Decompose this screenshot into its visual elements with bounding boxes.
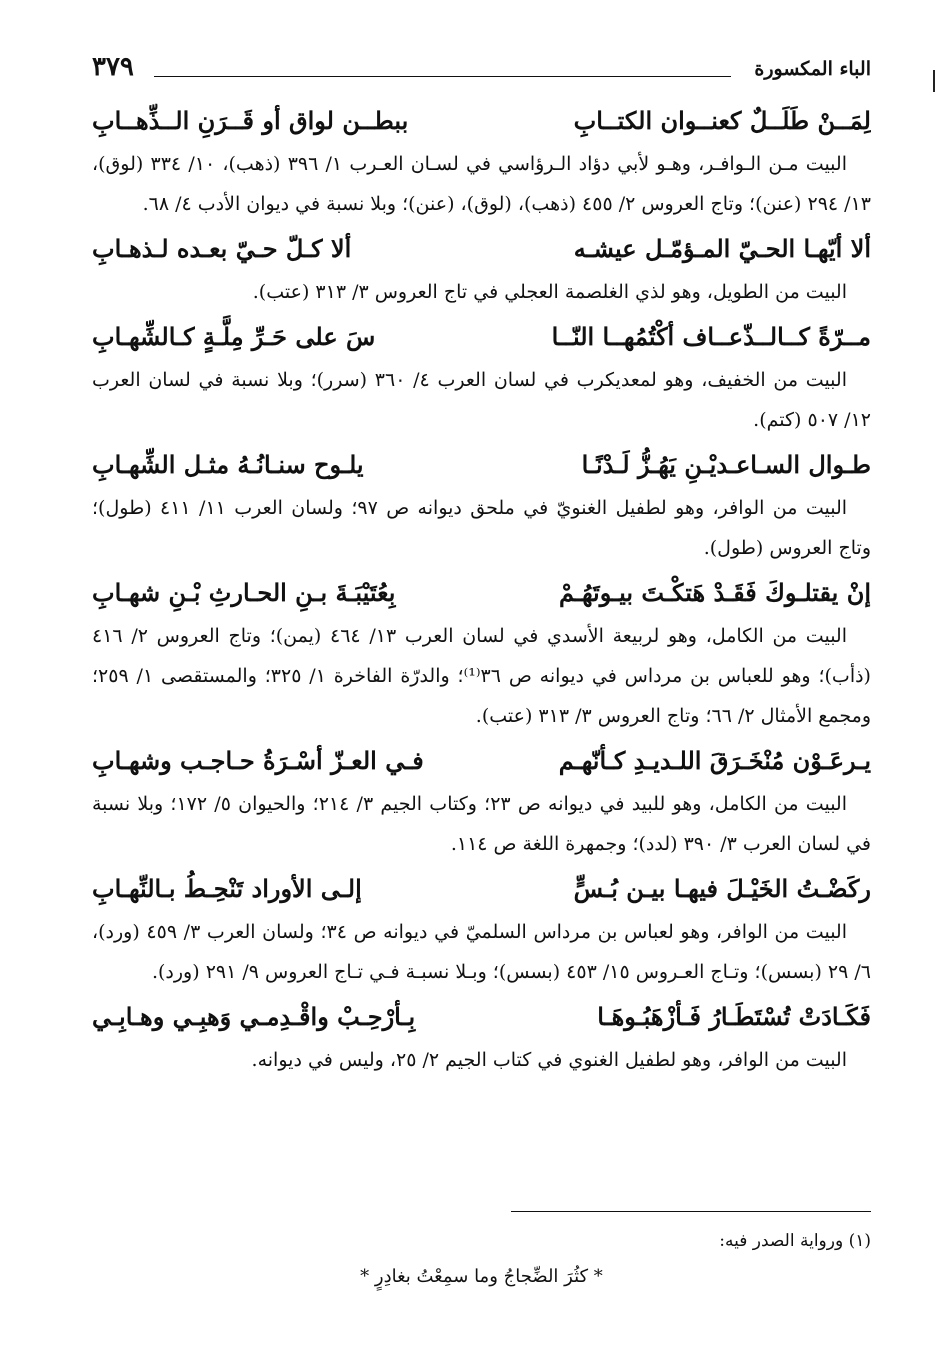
verse-line xyxy=(92,314,871,360)
first-hemistich: إنْ يقتلـوكَ فَقَـدْ هَتكْـتَ بيـوتَهُـمْ xyxy=(558,578,871,607)
footnote-rule xyxy=(511,1211,871,1212)
verse-note: البيت من الوافر، وهو لطفيل الغنويّ في ملحق ديوانه ص ٩٧؛ ولسان العرب ١١/ ٤١١ (طول)؛ وتاج العروس (طول). xyxy=(92,497,871,559)
margin-mark xyxy=(933,70,935,92)
verse-entry xyxy=(92,442,871,568)
verse-entry xyxy=(92,570,871,736)
verse-entry xyxy=(92,98,871,224)
header-rule xyxy=(154,76,731,77)
verse-note: البيت من الوافر، وهو لطفيل الغنوي في كتاب الجيم ٢/ ٢٥، وليس في ديوانه. xyxy=(251,1049,847,1071)
first-hemistich: لِمَــنْ طَلَــلٌ كعنــوان الكتــابِ xyxy=(573,106,871,135)
footnotes xyxy=(92,1228,871,1294)
verse-line xyxy=(92,738,871,784)
verse-note: البيت من الخفيف، وهو لمعديكرب في لسان العرب ٤/ ٣٦٠ (سرر)؛ وبلا نسبة في لسان العرب ١٢/ ٥٠٧ (كتم). xyxy=(92,369,871,431)
first-hemistich: يـرعَـوْن مُنْخَـرَقَ اللـديـدِ كـأنّهـم xyxy=(558,746,871,775)
first-hemistich: ركَضْـتُ الخَيْـلَ فيهـا بيـن بُـسٍّ xyxy=(573,874,871,903)
page-header xyxy=(92,52,871,88)
verse-line xyxy=(92,570,871,616)
verse-line xyxy=(92,994,871,1040)
first-hemistich: ألا أيّهـا الحـيّ المـؤمّـل عيشـه xyxy=(573,234,871,263)
verse-note: البيت من الوافر، وهو لعباس بن مرداس السلميّ في ديوانه ص ٣٤؛ ولسان العرب ٣/ ٤٥٩ (ورد)، ٦/ ٢٩ (بسس)؛ وتـاج العـروس ١٥/ ٤٥٣ (بسس)؛ وبـلا نسبـة فـي تـاج العروس ٩/ ٢٩١ (ورد). xyxy=(92,921,871,983)
verse-note: البيت من الكامل، وهو لربيعة الأسدي في لسان العرب ١٣/ ٤٦٤ (يمن)؛ وتاج العروس ٢/ ٤١٦ (ذأب)؛ وهو للعباس بن مرداس في ديوانه ص ٣٦⁽¹⁾؛ والدرّة الفاخرة ١/ ٣٢٥؛ والمستقصى ١/ ٢٥٩؛ ومجمع الأمثال ٢/ ٦٦؛ وتاج العروس ٣/ ٣١٣ (عتب). xyxy=(92,625,871,727)
second-hemistich: إلـى الأوراد تَنْحِـطُ بـالنِّهـابِ xyxy=(92,874,362,903)
footnote-quote: * كثُرَ الضِّجاجُ وما سمِعْتُ بغادِرٍ * xyxy=(360,1266,603,1287)
verse-line xyxy=(92,98,871,144)
verse-entry xyxy=(92,226,871,312)
first-hemistich: مــرّةً كــالــذّعــاف أكْتُمُهــا النّــا xyxy=(551,322,871,351)
verse-list xyxy=(92,98,871,1080)
verse-note: البيت من الكامل، وهو للبيد في ديوانه ص ٢٣؛ وكتاب الجيم ٣/ ٢١٤؛ والحيوان ٥/ ١٧٢؛ وبلا نسبة في لسان العرب ٣/ ٣٩٠ (لدد)؛ وجمهرة اللغة ص ١١٤. xyxy=(92,793,871,855)
second-hemistich: ببطــن لواق أو قَــرَنِ الــذِّهــابِ xyxy=(92,106,409,135)
second-hemistich: بِـأرْحِـبْ واقْـدِمـي وَهبِـي وهـابِـي xyxy=(92,1002,416,1031)
first-hemistich: فَكَـادَتْ تُسْتَطَـارُ فَـأزْهَبُـوهَـا xyxy=(597,1002,871,1031)
verse-note: البيت من الطويل، وهو لذي الغلصمة العجلي في تاج العروس ٣/ ٣١٣ (عتب). xyxy=(252,281,847,303)
second-hemistich: ألا كـلّ حـيّ بعـده لـذهـابِ xyxy=(92,234,352,263)
second-hemistich: سَ على حَـرِّ مِلَّـةٍ كـالشِّهـابِ xyxy=(92,322,376,351)
verse-line xyxy=(92,866,871,912)
second-hemistich: يلـوح سنـانُـهُ مثـل الشِّهـابِ xyxy=(92,450,364,479)
verse-line xyxy=(92,226,871,272)
verse-entry xyxy=(92,738,871,864)
verse-note: البيت مـن الـوافـر، وهـو لأبي دؤاد الـرؤاسي في لسـان العـرب ١/ ٣٩٦ (ذهب)، ١٠/ ٣٣٤ (لوق)، ١٣/ ٢٩٤ (عنن)؛ وتاج العروس ٢/ ٤٥٥ (ذهب)، (لوق)، (عنن)؛ وبلا نسبة في ديوان الأدب ٤/ ٦٨. xyxy=(92,153,871,215)
second-hemistich: فـي العـزّ أسْـرَةُ حـاجـب وشهـابِ xyxy=(92,746,424,775)
verse-entry xyxy=(92,314,871,440)
verse-line xyxy=(92,442,871,488)
verse-entry xyxy=(92,866,871,992)
footnote-text: (١) ورواية الصدر فيه: xyxy=(719,1231,871,1251)
running-title: الباء المكسورة xyxy=(754,58,871,80)
page-number: ٣٧٩ xyxy=(92,52,134,82)
verse-entry xyxy=(92,994,871,1080)
second-hemistich: بِعُتَيْبَـةَ بـنِ الحـارثِ بْـنِ شهـابِ xyxy=(92,578,396,607)
first-hemistich: طـوال السـاعـديْـنِ يَهُـزُّ لَـدْنًـا xyxy=(581,450,871,479)
